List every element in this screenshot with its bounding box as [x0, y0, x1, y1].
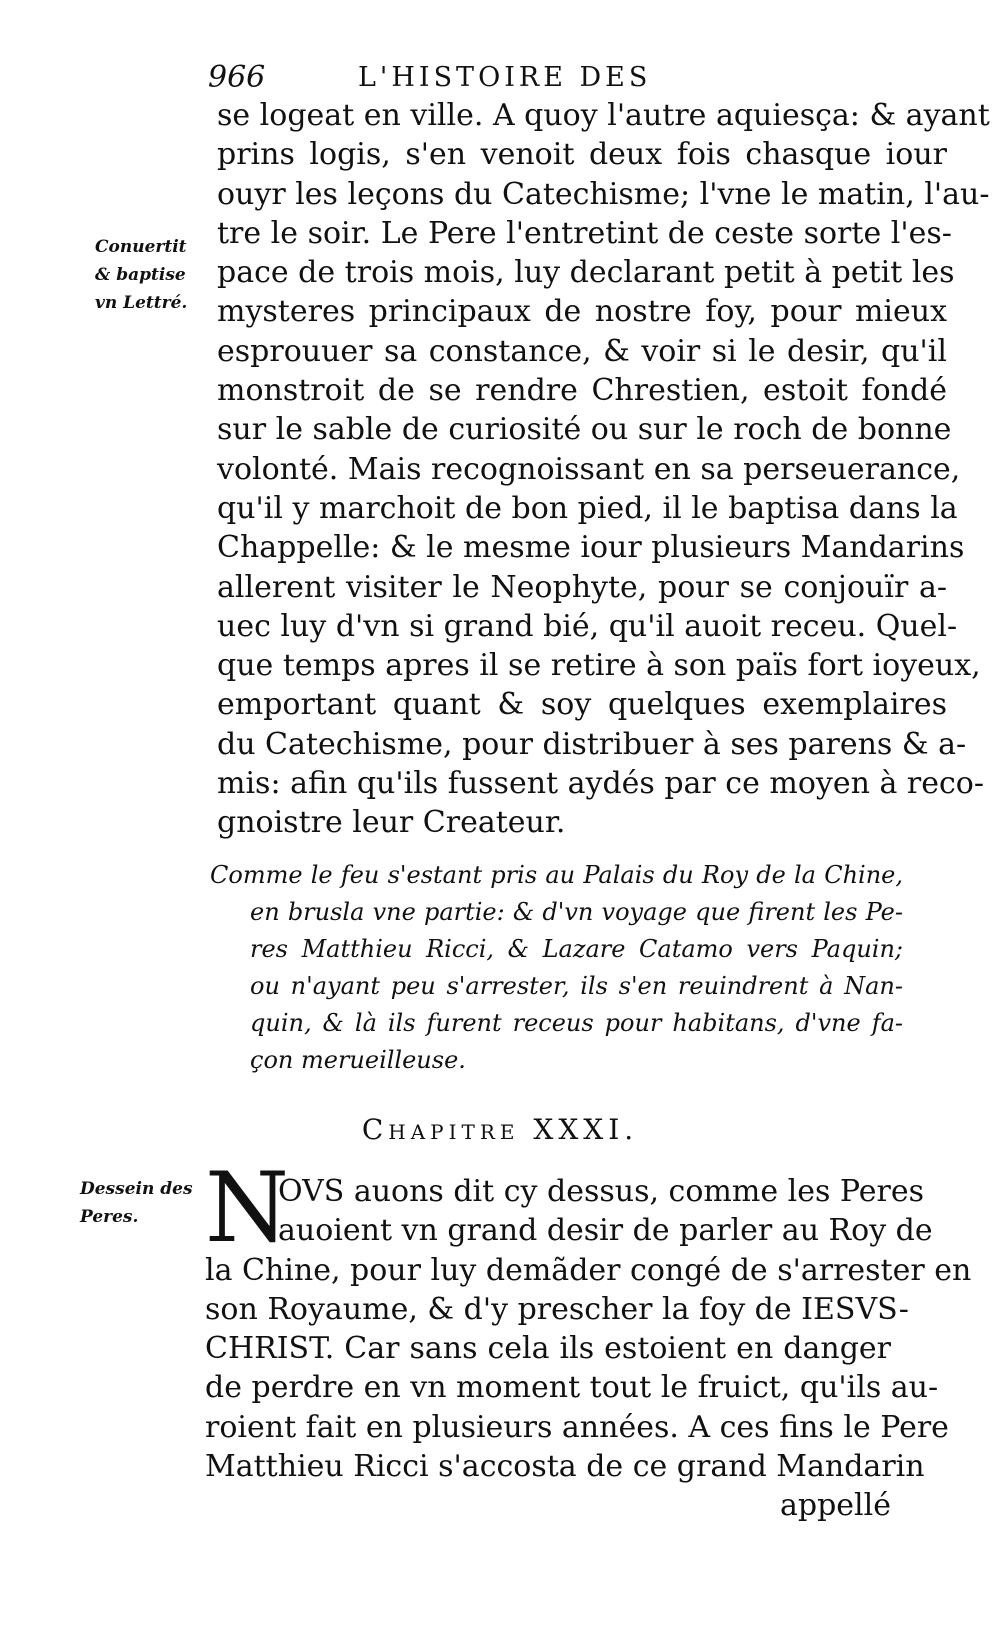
- summary-line: ou n'ayant peu s'arrester, ils s'en reuindrent à Nan-: [250, 972, 903, 1000]
- text-line: allerent visiter le Neophyte, pour se conjouïr a-: [217, 569, 947, 605]
- main-text-block: [217, 96, 990, 843]
- text-line: se logeat en ville. A quoy l'autre aquiesça: & ayant: [217, 98, 990, 133]
- text-line: mysteres principaux de nostre foy, pour mieux: [217, 294, 947, 330]
- margin-note-conversion: [95, 233, 205, 317]
- margin-note-design: [80, 1175, 195, 1231]
- margin-note-line: Peres.: [80, 1207, 139, 1227]
- text-line: OVS auons dit cy dessus, comme les Peres: [278, 1174, 924, 1209]
- text-line: mis: afin qu'ils fussent aydés par ce moyen à reco-: [217, 766, 984, 802]
- margin-note-line: & baptise: [95, 265, 186, 285]
- text-line: du Catechisme, pour distribuer à ses parens & a-: [217, 726, 967, 762]
- text-line: tre le soir. Le Pere l'entretint de ceste sorte l'es-: [217, 215, 952, 251]
- summary-line: çon merueilleuse.: [250, 1046, 466, 1074]
- text-line: esprouuer sa constance, & voir si le desir, qu'il: [217, 333, 947, 369]
- chapter-summary: [210, 857, 903, 1079]
- text-line: qu'il y marchoit de bon pied, il le baptisa dans la: [217, 490, 958, 526]
- chapter-heading: Chapitre XXXI.: [361, 1113, 639, 1146]
- text-line: roient fait en plusieurs années. A ces fins le Pere: [205, 1409, 949, 1445]
- text-line: ouyr les leçons du Catechisme; l'vne le matin, l'au-: [217, 176, 990, 212]
- chapter-text-block: [205, 1172, 972, 1526]
- text-line: pace de trois mois, luy declarant petit à petit les: [217, 255, 955, 291]
- margin-note-line: vn Lettré.: [95, 293, 188, 313]
- text-line: uec luy d'vn si grand bié, qu'il auoit receu. Quel-: [217, 608, 958, 644]
- text-line: la Chine, pour luy demãder congé de s'arrester en: [205, 1252, 972, 1288]
- page-number: 966: [208, 60, 266, 95]
- text-line: prins logis, s'en venoit deux fois chasque iour: [217, 137, 947, 173]
- summary-line: Comme le feu s'estant pris au Palais du Roy de la Chine,: [210, 861, 903, 889]
- summary-line: en brusla vne partie: & d'vn voyage que firent les Pe-: [250, 898, 903, 926]
- text-line: de perdre en vn moment tout le fruict, qu'ils au-: [205, 1370, 939, 1406]
- margin-note-line: Conuertit: [95, 237, 187, 257]
- summary-line: res Matthieu Ricci, & Lazare Catamo vers Paquin;: [250, 935, 903, 963]
- text-line: monstroit de se rendre Chrestien, estoit fondé: [217, 373, 947, 409]
- drop-cap: N: [205, 1152, 289, 1264]
- summary-line: quin, & là ils furent receus pour habitans, d'vne fa-: [250, 1009, 903, 1037]
- text-line: gnoistre leur Createur.: [217, 805, 566, 841]
- catchword: appellé: [780, 1488, 891, 1524]
- running-title: L'HISTOIRE DES: [358, 62, 652, 93]
- page-header: [208, 58, 818, 98]
- text-line: volonté. Mais recognoissant en sa perseuerance,: [217, 451, 961, 487]
- text-line: son Royaume, & d'y prescher la foy de IESVS-: [205, 1291, 909, 1327]
- text-line: sur le sable de curiosité ou sur le roch de bonne: [217, 412, 952, 448]
- text-line: Matthieu Ricci s'accosta de ce grand Mandarin: [205, 1449, 925, 1485]
- text-line: CHRIST. Car sans cela ils estoient en danger: [205, 1331, 891, 1367]
- text-line: Chappelle: & le mesme iour plusieurs Mandarins: [217, 530, 965, 566]
- margin-note-line: Dessein des: [80, 1179, 193, 1199]
- text-line: auoient vn grand desir de parler au Roy de: [278, 1213, 933, 1249]
- text-line: que temps apres il se retire à son païs fort ioyeux,: [217, 648, 981, 684]
- text-line: emportant quant & soy quelques exemplaires: [217, 687, 947, 723]
